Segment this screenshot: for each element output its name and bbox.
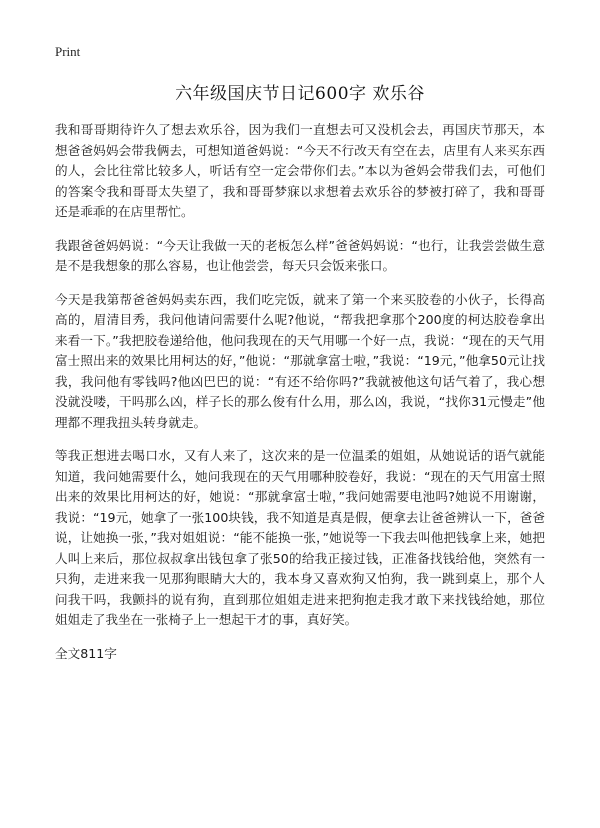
article-paragraph-1: 我和哥哥期待许久了想去欢乐谷，因为我们一直想去可又没机会去，再国庆节那天，本想爸爸妈妈会带我俩去，可想知道爸妈说：“今天不行改天有空在去，店里有人来买东西的人，会比往常比较多人，听话有空一定会带你们去。”本以为爸妈会带我们去，可他们的答案令我和哥哥太失望了，我和哥哥梦寐以求想着去欢乐谷的梦被打碎了，我和哥哥还是乖乖的在店里帮忙。 [55,122,545,219]
article-title: 六年级国庆节日记600字 欢乐谷 [175,84,425,104]
article-paragraph-4: 等我正想进去喝口水，又有人来了，这次来的是一位温柔的姐姐，从她说话的语气就能知道，我问她需要什么，她问我现在的天气用哪种胶卷好，我说：“现在的天气用富士照出来的效果比用柯达的好，她说：“那就拿富士啦，”我问她需要电池吗?她说不用谢谢，我说：“19元，她拿了一张100块钱，我不知道是真是假，便拿去让爸爸辨认一下，爸爸说，让她换一张，”我对姐姐说：“能不能换一张，”她说等一下我去叫他把钱拿上来，她把人叫上来后，那位叔叔拿出钱包拿了张50的给我正接过钱，正准备找钱给他，突然有一只狗，走进来我一见那狗眼睛大大的，我本身又喜欢狗又怕狗，我一跳到桌上，那个人问我干吗，我颤抖的说有狗，直到那位姐姐走进来把狗抱走我才敢下来找钱给她，那位姐姐走了我坐在一张椅子上一想起干才的事，真好笑。 [55,448,545,627]
print-link[interactable]: Print [55,44,81,59]
word-count: 全文811字 [55,645,117,661]
article-paragraph-2: 我跟爸爸妈妈说：“今天让我做一天的老板怎么样”爸爸妈妈说：“也行，让我尝尝做生意是不是我想象的那么容易，也让他尝尝，每天只会饭来张口。 [55,237,545,273]
article-paragraph-3: 今天是我第帮爸爸妈妈卖东西，我们吃完饭，就来了第一个来买胶卷的小伙子，长得高高的，眉清目秀，我问他请问需要什么呢?他说，“帮我把拿那个200度的柯达胶卷拿出来看一下。”我把胶卷递给他，他问我现在的天气用哪一个好一点，我说：“现在的天气用富士照出来的效果比用柯达的好，”他说：“那就拿富士啦，”我说：“19元，”他拿50元让找我，我问他有零钱吗?他凶巴巴的说：“有还不给你吗?”我就被他这句话气着了，我心想没就没喽，干吗那么凶，样子长的那么俊有什么用，那么凶，我说，“找你31元慢走”他理都不理我扭头转身就走。 [55,291,545,430]
article-body [55,120,545,664]
